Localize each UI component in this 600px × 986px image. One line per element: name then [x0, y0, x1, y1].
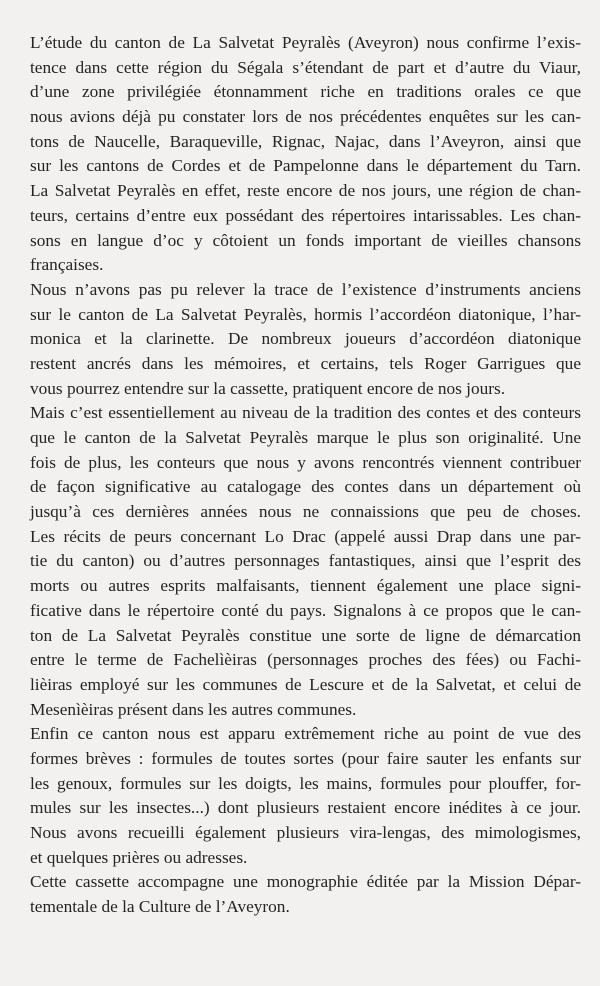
- text-line: monica et la clarinette. De nombreux joueurs d’accordéon diatonique: [30, 329, 581, 349]
- text-line: Nous n’avons pas pu relever la trace de l’existence d’instruments anciens: [30, 279, 581, 299]
- text-line: fois de plus, les conteurs que nous y avons rencontrés viennent contribuer: [30, 452, 581, 472]
- text-line: nous avions déjà pu constater lors de nos précédentes enquêtes sur les can-: [30, 107, 581, 127]
- text-line: tence dans cette région du Ségala s’étendant de part et d’autre du Viaur,: [30, 57, 581, 77]
- text-line: tie du canton) ou d’autres personnages fantastiques, ainsi que l’esprit des: [30, 551, 581, 571]
- text-line: de façon significative au catalogage des contes dans un département où: [30, 477, 581, 497]
- text-line: Cette cassette accompagne une monographie éditée par la Mission Dépar-: [30, 872, 581, 892]
- text-line: vous pourrez entendre sur la cassette, pratiquent encore de nos jours.: [30, 378, 506, 398]
- text-line: sur le canton de La Salvetat Peyralès, hormis l’accordéon diatonique, l’har-: [30, 304, 581, 324]
- text-line: L’étude du canton de La Salvetat Peyralès (Aveyron) nous confirme l’exis-: [30, 33, 581, 52]
- text-line: Les récits de peurs concernant Lo Drac (appelé aussi Drap dans une par-: [30, 526, 581, 546]
- text-line: tons de Naucelle, Baraqueville, Rignac, Najac, dans l’Aveyron, ainsi que: [30, 131, 581, 151]
- text-line: d’une zone privilégiée étonnamment riche en traditions orales ce que: [30, 82, 581, 102]
- text-line: sons en langue d’oc y côtoient un fonds important de vieilles chansons: [30, 230, 581, 250]
- text-line: et quelques prières ou adresses.: [30, 847, 248, 867]
- text-line: restent ancrés dans les mémoires, et certains, tels Roger Garrigues que: [30, 353, 581, 373]
- text-line: La Salvetat Peyralès en effet, reste encore de nos jours, une région de chan-: [30, 181, 581, 201]
- text-line: sur les cantons de Cordes et de Pampelonne dans le département du Tarn.: [30, 156, 581, 176]
- text-line: formes brèves : formules de toutes sortes (pour faire sauter les enfants sur: [30, 748, 581, 768]
- document-page: [30, 31, 581, 920]
- text-line: Nous avons recueilli également plusieurs vira-lengas, des mimologismes,: [30, 823, 581, 842]
- text-line: Enfin ce canton nous est apparu extrêmement riche au point de vue des: [30, 724, 581, 744]
- text-line: jusqu’à ces dernières années nous ne connaissions que peu de choses.: [30, 502, 581, 522]
- text-line: Mais c’est essentiellement au niveau de la tradition des contes et des conteurs: [30, 403, 581, 423]
- text-line: ficative dans le répertoire conté du pays. Signalons à ce propos que le can-: [30, 600, 581, 620]
- text-line: Mesenìèiras présent dans les autres communes.: [30, 699, 357, 719]
- text-line: les genoux, formules sur les doigts, les mains, formules pour plouffer, for-: [30, 773, 581, 793]
- text-line: que le canton de la Salvetat Peyralès marque le plus son originalité. Une: [30, 428, 581, 447]
- text-line: tementale de la Culture de l’Aveyron.: [30, 897, 290, 917]
- text-line: teurs, certains d’entre eux possédant des répertoires intarissables. Les chan-: [30, 205, 581, 225]
- text-line: morts ou autres esprits malfaisants, tiennent également une place signi-: [30, 576, 581, 596]
- text-line: lièiras employé sur les communes de Lescure et de la Salvetat, et celui de: [30, 674, 581, 694]
- text-line: entre le terme de Fachelìèiras (personnages proches des fées) ou Fachi-: [30, 650, 581, 670]
- text-line: ton de La Salvetat Peyralès constitue une sorte de ligne de démarcation: [30, 625, 581, 645]
- text-line: mules sur les insectes...) dont plusieurs restaient encore inédites à ce jour.: [30, 798, 581, 818]
- text-line: françaises.: [30, 255, 104, 275]
